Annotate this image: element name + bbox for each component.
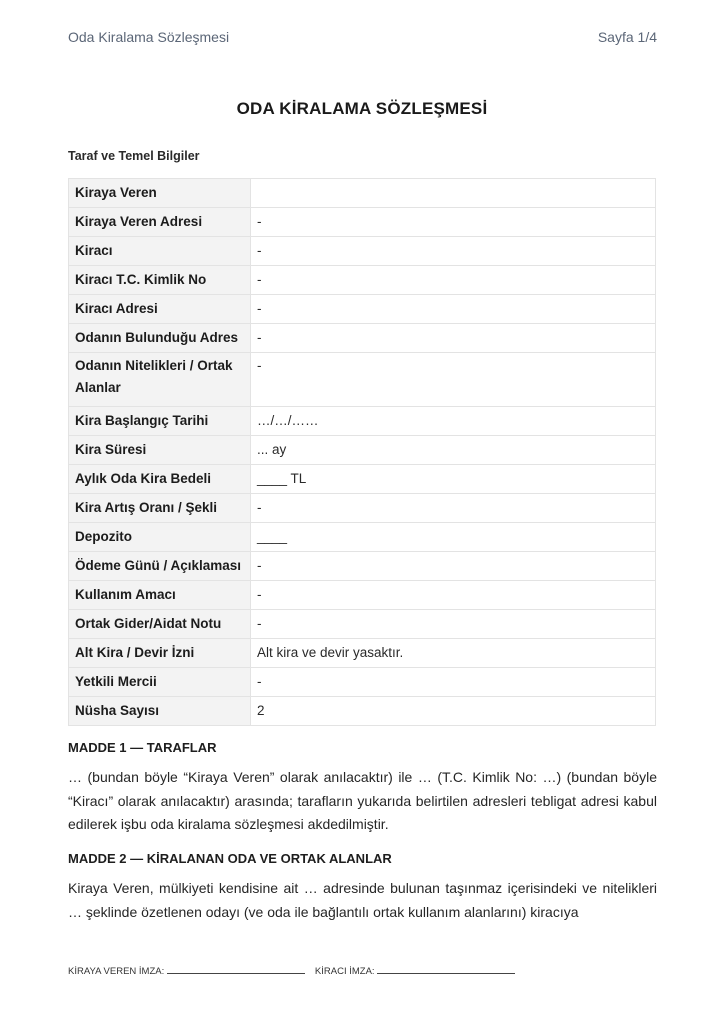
field-value: ... ay xyxy=(251,436,656,465)
table-row xyxy=(69,266,656,295)
field-label: Kiracı xyxy=(69,237,251,266)
landlord-signature-label: KİRAYA VEREN İMZA: xyxy=(68,966,165,977)
field-label: Ödeme Günü / Açıklaması xyxy=(69,552,251,581)
field-label: Depozito xyxy=(69,523,251,552)
table-row xyxy=(69,179,656,208)
page-header xyxy=(68,29,657,45)
field-label: Kira Süresi xyxy=(69,436,251,465)
field-label: Kira Artış Oranı / Şekli xyxy=(69,494,251,523)
article-2-heading: MADDE 2 — KİRALANAN ODA VE ORTAK ALANLAR xyxy=(68,851,392,866)
table-row xyxy=(69,668,656,697)
field-value: 2 xyxy=(251,697,656,726)
field-value: - xyxy=(251,668,656,697)
tenant-signature-label: KİRACI İMZA: xyxy=(314,966,375,977)
field-label: Ortak Gider/Aidat Notu xyxy=(69,610,251,639)
field-value: ____ TL xyxy=(251,465,656,494)
field-value: - xyxy=(251,295,656,324)
table-row xyxy=(69,237,656,266)
section-label: Taraf ve Temel Bilgiler xyxy=(68,149,200,163)
table-row xyxy=(69,465,656,494)
table-row xyxy=(69,407,656,436)
field-value: - xyxy=(251,494,656,523)
table-row xyxy=(69,208,656,237)
signature-line xyxy=(68,964,515,977)
tenant-signature-field[interactable] xyxy=(377,964,515,974)
field-value: Alt kira ve devir yasaktır. xyxy=(251,639,656,668)
field-label: Odanın Bulunduğu Adres xyxy=(69,324,251,353)
basic-info-table xyxy=(68,178,656,726)
field-value: ____ xyxy=(251,523,656,552)
field-label: Nüsha Sayısı xyxy=(69,697,251,726)
landlord-signature xyxy=(68,964,305,977)
field-label: Kiracı Adresi xyxy=(69,295,251,324)
field-value: - xyxy=(251,237,656,266)
table-row xyxy=(69,353,656,407)
page-number: Sayfa 1/4 xyxy=(597,29,657,45)
table-row xyxy=(69,494,656,523)
document-name: Oda Kiralama Sözleşmesi xyxy=(68,29,230,45)
field-value: - xyxy=(251,324,656,353)
tenant-signature xyxy=(315,964,515,977)
field-value: - xyxy=(251,552,656,581)
field-value: …/…/…… xyxy=(251,407,656,436)
field-value: - xyxy=(251,581,656,610)
field-label: Alt Kira / Devir İzni xyxy=(69,639,251,668)
table-row xyxy=(69,324,656,353)
article-1-heading: MADDE 1 — TARAFLAR xyxy=(68,740,217,755)
field-label: Kira Başlangıç Tarihi xyxy=(69,407,251,436)
field-label: Kiraya Veren Adresi xyxy=(69,208,251,237)
article-2-text: Kiraya Veren, mülkiyeti kendisine ait … adresinde bulunan taşınmaz içerisindeki ve nitelikleri … şeklinde özetlenen odayı (ve oda ile bağlantılı ortak kullanım alanlarını) kiracıya xyxy=(68,880,657,920)
table-row xyxy=(69,552,656,581)
field-label: Aylık Oda Kira Bedeli xyxy=(69,465,251,494)
table-row xyxy=(69,523,656,552)
field-label: Yetkili Mercii xyxy=(69,668,251,697)
field-label: Kiraya Veren xyxy=(69,179,251,208)
field-value: - xyxy=(251,353,656,407)
field-label: Kullanım Amacı xyxy=(69,581,251,610)
document-title: ODA KİRALAMA SÖZLEŞMESİ xyxy=(236,99,488,118)
table-row xyxy=(69,581,656,610)
table-row xyxy=(69,697,656,726)
field-label: Kiracı T.C. Kimlik No xyxy=(69,266,251,295)
table-row xyxy=(69,295,656,324)
table-row xyxy=(69,436,656,465)
table-row xyxy=(69,610,656,639)
field-value: - xyxy=(251,610,656,639)
field-value xyxy=(251,179,656,208)
field-value: - xyxy=(251,208,656,237)
article-1-text: … (bundan böyle “Kiraya Veren” olarak anılacaktır) ile … (T.C. Kimlik No: …) (bundan böyle “Kiracı” olarak anılacaktır) arasında; tarafların yukarıda belirtilen adresleri tebligat adresi kabul edilerek işbu oda kiralama sözleşmesi akdedilmiştir. xyxy=(68,769,657,832)
landlord-signature-field[interactable] xyxy=(167,964,305,974)
field-label: Odanın Nitelikleri / Ortak Alanlar xyxy=(69,353,251,407)
table-row xyxy=(69,639,656,668)
field-value: - xyxy=(251,266,656,295)
